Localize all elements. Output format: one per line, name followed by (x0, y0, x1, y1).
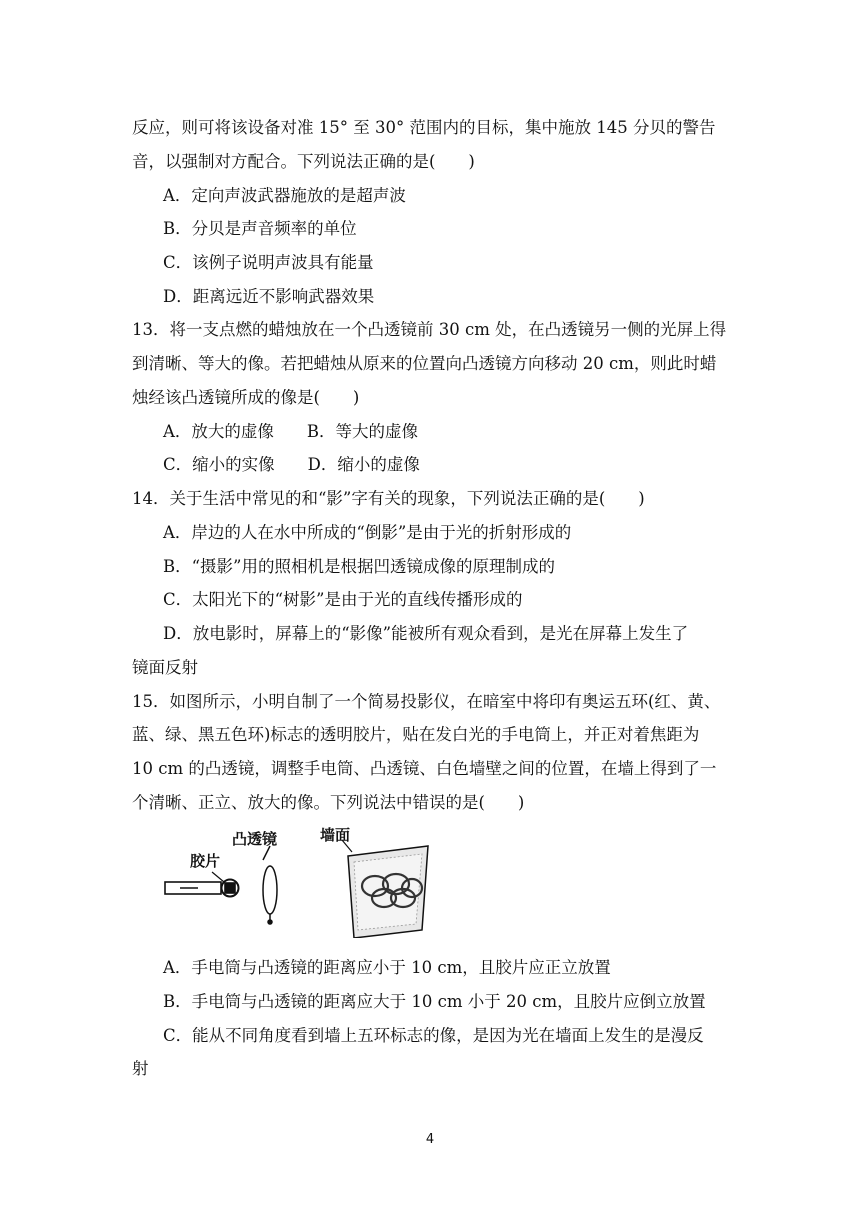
option-line: B．分贝是声音频率的单位 (163, 219, 357, 238)
option-line: D．放电影时，屏幕上的“影像”能被所有观众看到，是光在屏幕上发生了 (163, 624, 689, 643)
question-13: 13．将一支点燃的蜡烛放在一个凸透镜前 30 cm 处，在凸透镜另一侧的光屏上得 (132, 320, 727, 339)
text-line: 射 (132, 1059, 149, 1078)
wall-pointer (342, 840, 352, 852)
option-line: C．能从不同角度看到墙上五环标志的像，是因为光在墙面上发生的是漫反 (163, 1026, 704, 1045)
wall-label: 墙面 (320, 826, 351, 844)
option-line: C．该例子说明声波具有能量 (163, 253, 374, 272)
text-line: 10 cm 的凸透镜，调整手电筒、凸透镜、白色墙壁之间的位置，在墙上得到了一 (132, 759, 717, 778)
option-line: A．岸边的人在水中所成的“倒影”是由于光的折射形成的 (163, 523, 572, 542)
page-number: 4 (425, 1132, 435, 1147)
text-line: 音，以强制对方配合。下列说法正确的是( ) (132, 152, 475, 171)
flashlight-shape (165, 880, 239, 897)
film-pointer (212, 872, 224, 882)
text-line: 到清晰、等大的像。若把蜡烛从原来的位置向凸透镜方向移动 20 cm，则此时蜡 (132, 354, 717, 373)
projector-diagram (160, 818, 440, 938)
lens-shape (263, 846, 277, 924)
option-line: B．“摄影”用的照相机是根据凹透镜成像的原理制成的 (163, 557, 555, 576)
option-line: D．距离远近不影响武器效果 (163, 287, 375, 306)
film-label: 胶片 (190, 852, 221, 870)
text-line: 烛经该凸透镜所成的像是( ) (132, 388, 360, 407)
option-line: C．缩小的实像 D．缩小的虚像 (163, 455, 420, 474)
option-line: A．定向声波武器施放的是超声波 (163, 186, 406, 205)
option-line: B．手电筒与凸透镜的距离应大于 10 cm 小于 20 cm，且胶片应倒立放置 (163, 992, 706, 1011)
lens-label: 凸透镜 (232, 830, 278, 848)
text-line: 个清晰、正立、放大的像。下列说法中错误的是( ) (132, 793, 525, 812)
option-line: C．太阳光下的“树影”是由于光的直线传播形成的 (163, 590, 523, 609)
option-line: A．放大的虚像 B．等大的虚像 (163, 422, 419, 441)
option-line: A．手电筒与凸透镜的距离应小于 10 cm，且胶片应正立放置 (163, 958, 611, 977)
question-15: 15．如图所示，小明自制了一个简易投影仪，在暗室中将印有奥运五环(红、黄、 (132, 692, 721, 711)
text-line: 蓝、绿、黑五色环)标志的透明胶片，贴在发白光的手电筒上，并正对着焦距为 (132, 725, 700, 744)
projector-figure (160, 818, 440, 938)
text-line: 镜面反射 (132, 658, 198, 677)
wall-shape (348, 846, 428, 938)
text-line: 反应，则可将该设备对准 15° 至 30° 范围内的目标，集中施放 145 分贝的警告 (132, 118, 716, 137)
question-14: 14．关于生活中常见的和“影”字有关的现象，下列说法正确的是( ) (132, 489, 645, 508)
